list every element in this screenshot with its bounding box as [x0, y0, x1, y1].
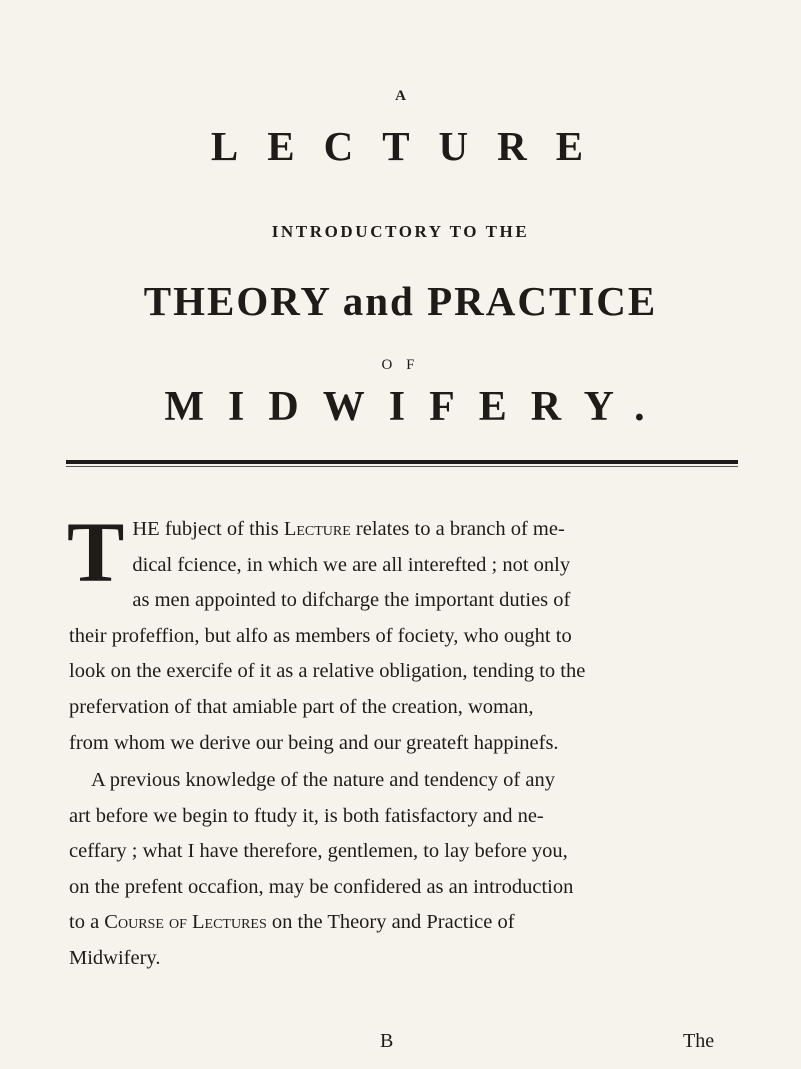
paragraph-2-line-2: art before we begin to ftudy it, is both fatisfactory and ne- — [69, 804, 544, 827]
paragraph-2-line-1: A previous knowledge of the nature and tendency of any — [91, 769, 555, 791]
paragraph-2-line-5 — [69, 905, 736, 941]
title-lecture: LECTURE — [210, 123, 613, 169]
title-introductory: INTRODUCTORY TO THE — [271, 222, 530, 241]
paragraph-2-line-3: ceffary ; what I have therefore, gentlemen, to lay before you, — [69, 840, 568, 863]
signature-mark: B — [380, 1030, 394, 1052]
divider-rule — [66, 460, 738, 464]
course-of-lectures-smallcaps: Course of Lectures — [104, 911, 267, 934]
paragraph-2-line-5a: to a — [69, 911, 100, 934]
paragraph-1-line-1b: relates to a branch of me- — [355, 518, 565, 540]
drop-cap: T — [67, 504, 125, 600]
paragraph-1-line-3: as men appointed to difcharge the important duties of — [132, 589, 571, 612]
paragraph-1-line-2: dical fcience, in which we are all interefted ; not only — [132, 553, 571, 576]
paragraph-1-line-6: prefervation of that amiable part of the creation, woman, — [69, 695, 534, 718]
paragraph-2 — [69, 763, 736, 977]
paragraph-1-line-1 — [69, 512, 736, 548]
catchword: The — [683, 1030, 715, 1052]
paragraph-1 — [67, 504, 736, 761]
title-midwifery: MIDWIFERY. — [164, 384, 669, 430]
paragraph-1-line-1a: HE fubject of this — [132, 518, 279, 540]
title-article: A — [395, 88, 406, 104]
title-of: O F — [381, 357, 420, 373]
title-theory-practice: THEORY and PRACTICE — [143, 278, 658, 324]
paragraph-2-line-4: on the prefent occafion, may be confidered as an introduction — [69, 875, 574, 898]
paragraph-1-line-5: look on the exercife of it as a relative obligation, tending to the — [69, 660, 586, 683]
paragraph-1-line-4: their profeffion, but alfo as members of fociety, who ought to — [69, 624, 572, 647]
divider-rule-thin — [66, 466, 738, 467]
paragraph-2-line-6: Midwifery. — [69, 946, 161, 969]
paragraph-1-line-7: from whom we derive our being and our greateft happinefs. — [69, 731, 559, 754]
lecture-smallcaps: Lecture — [283, 518, 351, 540]
paragraph-2-line-5b: on the Theory and Practice of — [271, 911, 515, 934]
